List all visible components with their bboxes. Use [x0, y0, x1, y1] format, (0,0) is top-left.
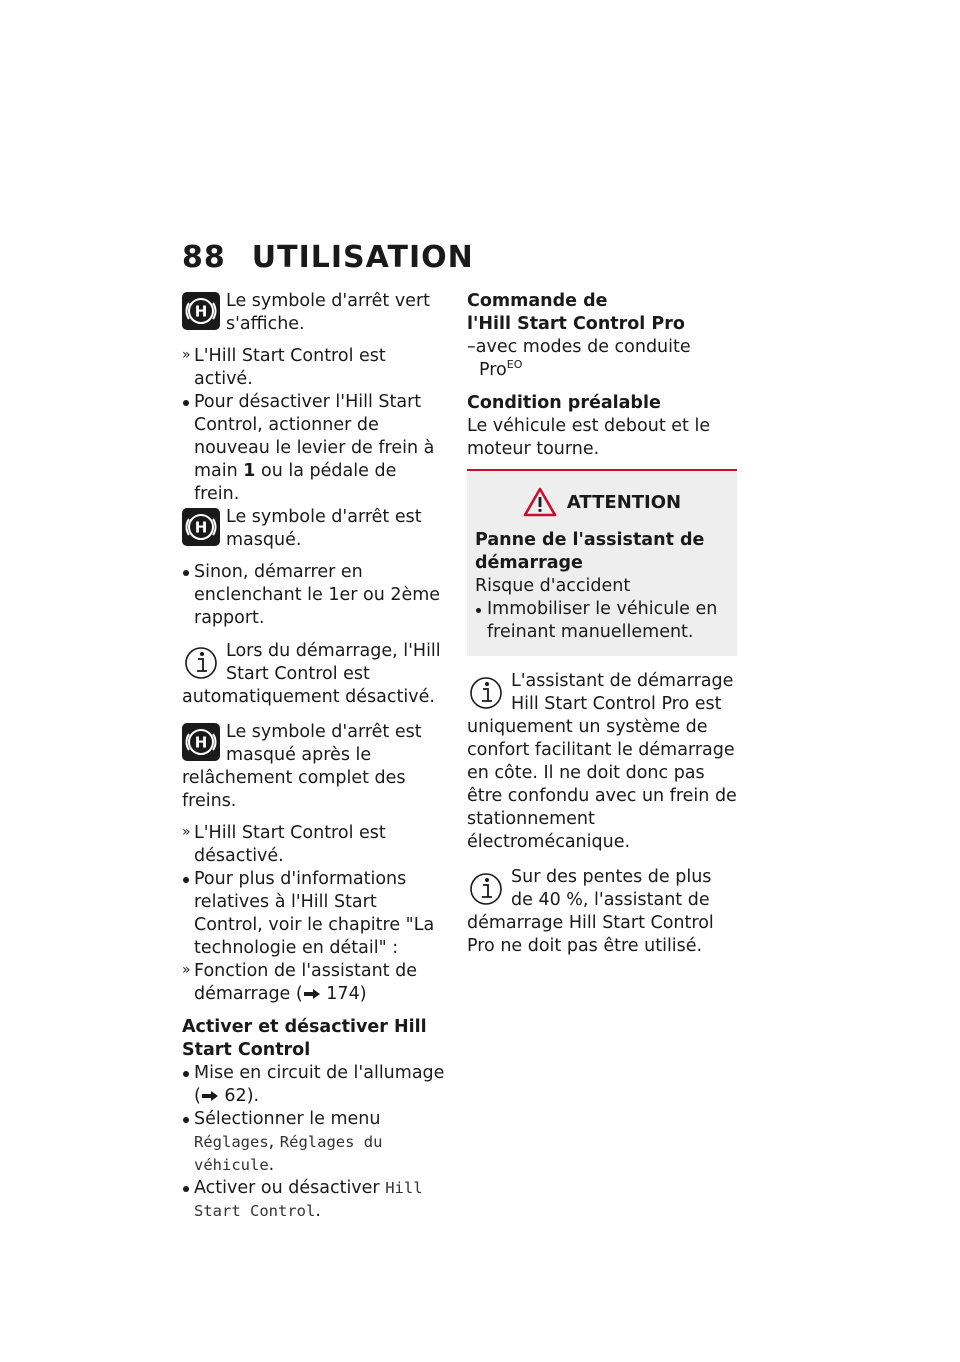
page-number: 88: [182, 240, 226, 275]
svg-text:H: H: [194, 733, 208, 752]
condition-text: Le véhicule est debout et le moteur tourne.: [467, 416, 711, 459]
page-reference[interactable]: 174: [326, 984, 360, 1004]
warning-label: ATTENTION: [566, 491, 682, 513]
svg-text:H: H: [194, 302, 208, 321]
info-text: Lors du démarrage, l'Hill Start Control est automatiquement désactivé.: [182, 641, 441, 707]
warning-bullet: Immobiliser le véhicule en freinant manuellement.: [475, 598, 729, 644]
hill-start-hold-icon: [182, 292, 220, 330]
symbol-text: Le symbole d'arrêt vert s'affiche.: [226, 291, 431, 334]
page-ref-arrow-icon: [303, 988, 321, 1000]
hill-start-hold-icon: [182, 508, 220, 546]
hill-start-hold-icon: [182, 723, 220, 761]
right-column: [467, 290, 737, 970]
info-note: [467, 866, 737, 958]
left-column: [182, 290, 446, 1223]
warning-triangle-icon: [523, 487, 557, 517]
svg-text:H: H: [194, 518, 208, 537]
section-heading: Activer et désactiver Hill Start Control: [182, 1017, 427, 1060]
symbol-text: Le symbole d'arrêt est masqué après le relâchement complet des freins.: [182, 722, 422, 811]
result-line: » Fonction de l'assistant de démarrage ( 174): [182, 960, 446, 1006]
symbol-note-masked: [182, 506, 446, 552]
bullet-item: Pour désactiver l'Hill Start Control, actionner de nouveau le levier de frein à main 1 ou la pédale de frein.: [182, 391, 446, 506]
page-ref-arrow-icon: [201, 1090, 219, 1102]
subheading-line: Pro$^{EO}$: [479, 358, 523, 380]
section-heading: Commande de: [467, 291, 608, 311]
bullet-item: Sinon, démarrer en enclenchant le 1er ou 2ème rapport.: [182, 561, 446, 630]
result-line: » L'Hill Start Control est activé.: [182, 345, 446, 391]
info-text: Sur des pentes de plus de 40 %, l'assistant de démarrage Hill Start Control Pro ne doit pas être utilisé.: [467, 867, 714, 956]
page-reference[interactable]: 62: [224, 1086, 247, 1106]
symbol-note-released: [182, 721, 446, 813]
info-icon: [182, 644, 220, 682]
symbol-text: Le symbole d'arrêt est masqué.: [226, 507, 422, 550]
section-title: UTILISATION: [251, 240, 474, 275]
section-heading: l'Hill Start Control Pro: [467, 314, 685, 334]
info-icon: [467, 870, 505, 908]
warning-box: [467, 469, 737, 656]
subheading-line: –avec modes de conduite: [467, 337, 691, 357]
bullet-item: Sélectionner le menu Réglages, Réglages du véhicule.: [182, 1108, 446, 1177]
menu-name: Réglages du véhicule: [194, 1133, 383, 1174]
result-line: » L'Hill Start Control est désactivé.: [182, 822, 446, 868]
info-note: [467, 670, 737, 854]
menu-name: Hill Start Control: [194, 1179, 423, 1220]
bullet-item: Activer ou désactiver Hill Start Control.: [182, 1177, 446, 1223]
warning-header: [475, 487, 729, 517]
warning-risk: Risque d'accident: [475, 576, 631, 596]
menu-name: Réglages: [194, 1133, 269, 1151]
info-note: [182, 640, 446, 709]
warning-title: Panne de l'assistant de démarrage: [475, 530, 705, 573]
info-text: L'assistant de démarrage Hill Start Control Pro est uniquement un système de confort facilitant le démarrage en côte. Il ne doit donc pas être confondu avec un frein de stationnement électromécanique.: [467, 671, 737, 852]
bullet-item: Mise en circuit de l'allumage ( 62).: [182, 1062, 446, 1108]
bullet-item: Pour plus d'informations relatives à l'Hill Start Control, voir le chapitre "La technologie en détail" :: [182, 868, 446, 960]
condition-heading: Condition préalable: [467, 393, 661, 413]
symbol-note-green: [182, 290, 446, 336]
info-icon: [467, 674, 505, 712]
page-title: [182, 240, 474, 275]
